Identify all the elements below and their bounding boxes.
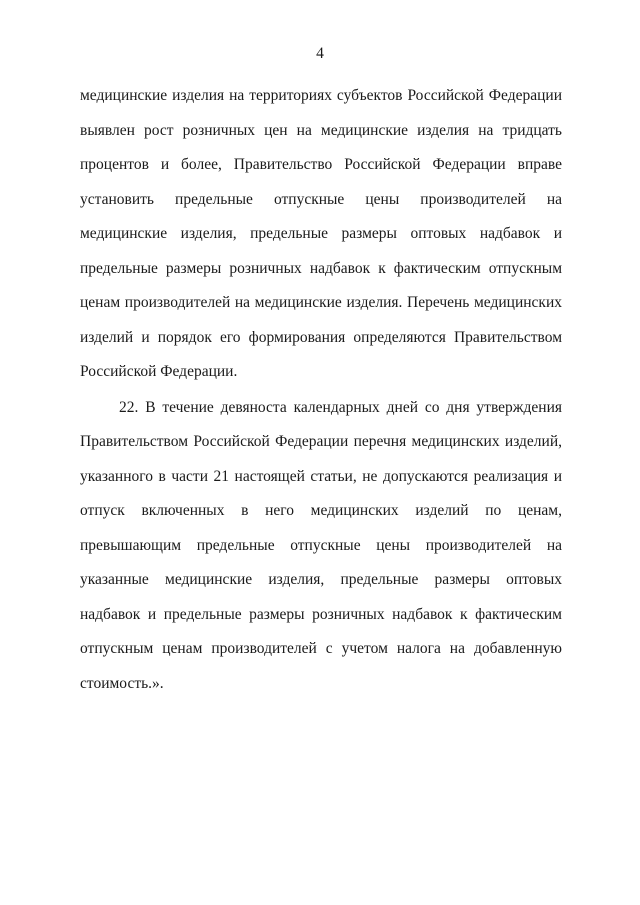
text-line: ценам производителей на медицинские изделия. Перечень медицинских (80, 294, 562, 311)
text-line: Правительством Российской Федерации перечня медицинских изделий, (80, 433, 562, 450)
text-line: выявлен рост розничных цен на медицинские изделия на тридцать (80, 122, 562, 139)
text-line: отпускным ценам производителей с учетом налога на добавленную (80, 640, 562, 657)
page-number: 4 (316, 45, 324, 62)
text-line: медицинские изделия, предельные размеры оптовых надбавок и (80, 225, 562, 242)
text-line: Российской Федерации. (80, 363, 238, 380)
text-line: указанного в части 21 настоящей статьи, не допускаются реализация и (80, 468, 562, 485)
text-line: установить предельные отпускные цены производителей на (80, 191, 562, 208)
text-line: превышающим предельные отпускные цены производителей на (80, 537, 562, 554)
text-line: медицинские изделия на территориях субъектов Российской Федерации (80, 87, 562, 104)
text-line: изделий и порядок его формирования определяются Правительством (80, 329, 562, 346)
text-line: процентов и более, Правительство Российской Федерации вправе (80, 156, 562, 173)
text-line: стоимость.». (80, 675, 164, 692)
text-line: отпуск включенных в него медицинских изделий по ценам, (80, 502, 562, 519)
text-line: надбавок и предельные размеры розничных надбавок к фактическим (80, 606, 562, 623)
text-line: предельные размеры розничных надбавок к фактическим отпускным (80, 260, 562, 277)
text-line: указанные медицинские изделия, предельные размеры оптовых (80, 571, 562, 588)
text-line: 22. В течение девяноста календарных дней со дня утверждения (119, 399, 562, 416)
